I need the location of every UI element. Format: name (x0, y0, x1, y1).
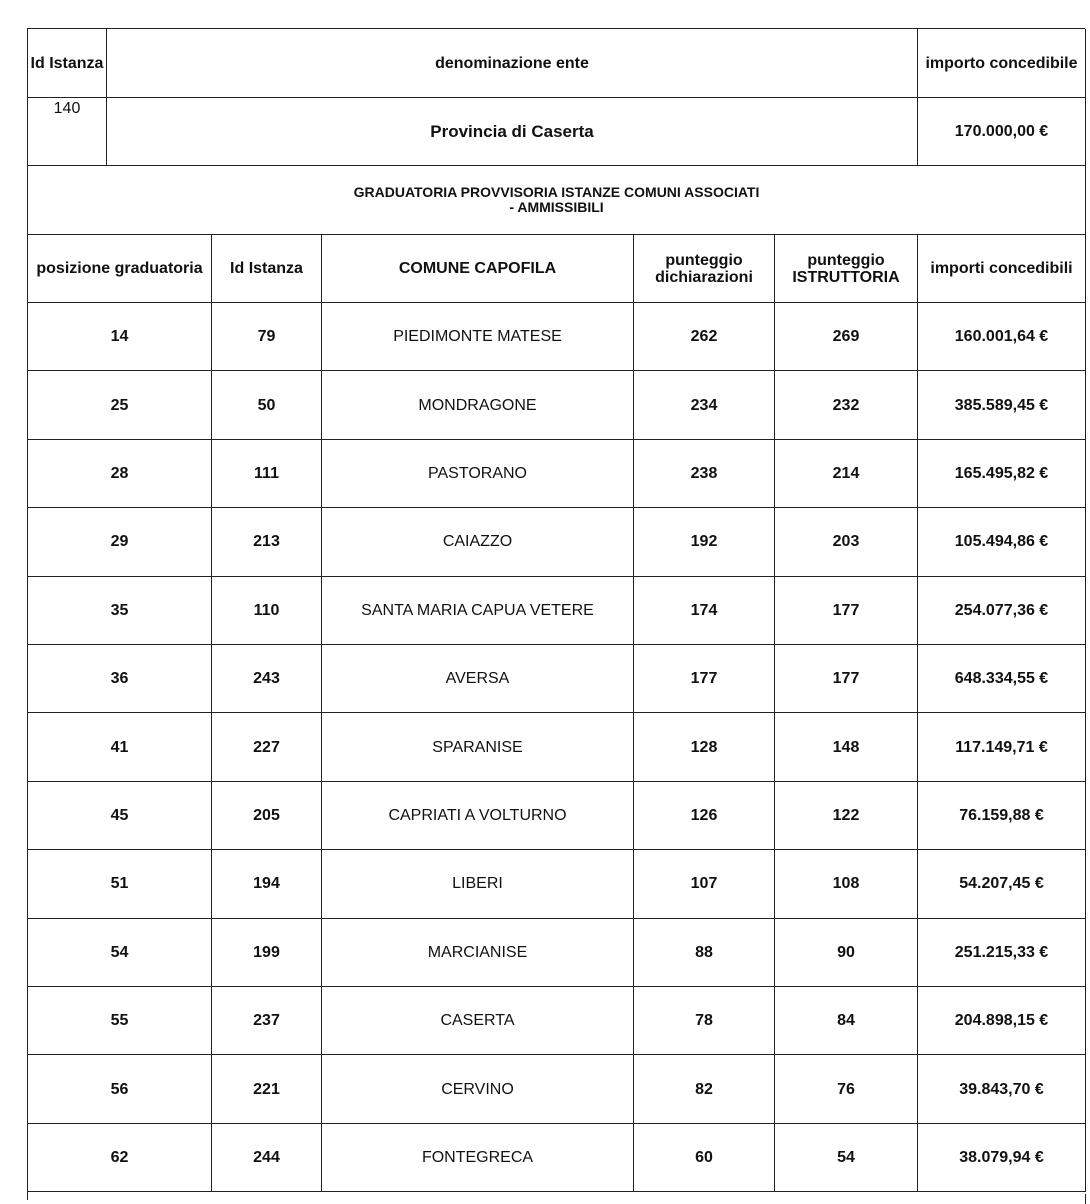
cell-score-istruttoria: 177 (775, 577, 918, 644)
column-header-score-istruttoria-line1: punteggio (807, 251, 885, 269)
cell-score-istruttoria: 177 (775, 645, 918, 712)
cell-comune: FONTEGRECA (322, 1124, 634, 1191)
cell-score-declarations: 234 (634, 371, 775, 438)
ente-id: 140 (28, 98, 107, 165)
cell-comune: PASTORANO (322, 440, 634, 507)
cell-score-istruttoria: 232 (775, 371, 918, 438)
cell-id-istanza: 110 (212, 577, 322, 644)
cell-comune: CASERTA (322, 987, 634, 1054)
column-header-comune: COMUNE CAPOFILA (322, 235, 634, 302)
cell-score-declarations: 88 (634, 919, 775, 986)
cell-score-istruttoria: 90 (775, 919, 918, 986)
cell-score-declarations: 60 (634, 1124, 775, 1191)
ente-row (28, 98, 1086, 166)
cell-score-declarations: 262 (634, 303, 775, 370)
cell-score-declarations: 82 (634, 1055, 775, 1122)
header-denominazione-ente: denominazione ente (107, 29, 918, 97)
ente-amount: 170.000,00 € (918, 98, 1086, 165)
cell-id-istanza: 213 (212, 508, 322, 575)
cell-id-istanza: 244 (212, 1124, 322, 1191)
cell-comune: AVERSA (322, 645, 634, 712)
column-header-score-declarations-line1: punteggio (665, 251, 743, 269)
cell-id-istanza: 50 (212, 371, 322, 438)
cell-comune: SANTA MARIA CAPUA VETERE (322, 577, 634, 644)
cell-score-istruttoria: 269 (775, 303, 918, 370)
column-header-amounts: importi concedibili (918, 235, 1086, 302)
cell-id-istanza: 221 (212, 1055, 322, 1122)
cell-position: 25 (28, 371, 212, 438)
cell-id-istanza: 79 (212, 303, 322, 370)
cell-id-istanza: 237 (212, 987, 322, 1054)
cell-score-declarations: 107 (634, 850, 775, 917)
cell-score-istruttoria: 148 (775, 713, 918, 780)
table-row (28, 440, 1086, 508)
table-row (28, 1055, 1086, 1123)
table-row (28, 303, 1086, 371)
cell-id-istanza: 194 (212, 850, 322, 917)
cell-id-istanza: 227 (212, 713, 322, 780)
section-title (28, 166, 1086, 234)
cell-comune: CAPRIATI A VOLTURNO (322, 782, 634, 849)
table-row (28, 850, 1086, 918)
cell-position: 36 (28, 645, 212, 712)
cell-score-istruttoria: 84 (775, 987, 918, 1054)
cell-score-istruttoria: 122 (775, 782, 918, 849)
section-title-row (28, 166, 1086, 235)
cell-position: 41 (28, 713, 212, 780)
ente-name: Provincia di Caserta (107, 98, 918, 165)
cell-position: 29 (28, 508, 212, 575)
cell-amount: 105.494,86 € (918, 508, 1086, 575)
cell-position: 55 (28, 987, 212, 1054)
cell-position: 54 (28, 919, 212, 986)
ente-header-row (28, 29, 1086, 98)
cell-amount: 204.898,15 € (918, 987, 1086, 1054)
cell-score-declarations: 238 (634, 440, 775, 507)
cell-score-declarations: 192 (634, 508, 775, 575)
header-importo-concedibile: importo concedibile (918, 29, 1086, 97)
cell-id-istanza: 243 (212, 645, 322, 712)
graduatoria-table (27, 28, 1085, 1200)
table-row (28, 1124, 1086, 1192)
cell-comune: MARCIANISE (322, 919, 634, 986)
column-header-id: Id Istanza (212, 235, 322, 302)
table-row (28, 577, 1086, 645)
table-row (28, 371, 1086, 439)
cell-score-declarations: 174 (634, 577, 775, 644)
table-continuation (28, 1194, 1086, 1204)
cell-position: 51 (28, 850, 212, 917)
cell-position: 62 (28, 1124, 212, 1191)
cell-amount: 117.149,71 € (918, 713, 1086, 780)
section-title-line1: GRADUATORIA PROVVISORIA ISTANZE COMUNI ASSOCIATI (353, 184, 760, 200)
cell-position: 35 (28, 577, 212, 644)
cell-position: 45 (28, 782, 212, 849)
cell-comune: MONDRAGONE (322, 371, 634, 438)
cell-id-istanza: 205 (212, 782, 322, 849)
header-id-istanza: Id Istanza (28, 29, 107, 97)
cell-comune: SPARANISE (322, 713, 634, 780)
cell-amount: 38.079,94 € (918, 1124, 1086, 1191)
cell-score-declarations: 177 (634, 645, 775, 712)
cell-score-declarations: 126 (634, 782, 775, 849)
cell-position: 14 (28, 303, 212, 370)
table-row (28, 713, 1086, 781)
table-row (28, 645, 1086, 713)
cell-score-declarations: 128 (634, 713, 775, 780)
cell-amount: 76.159,88 € (918, 782, 1086, 849)
section-title-line2: - AMMISSIBILI (509, 199, 604, 215)
column-header-score-istruttoria (775, 235, 918, 302)
cell-comune: PIEDIMONTE MATESE (322, 303, 634, 370)
cell-amount: 385.589,45 € (918, 371, 1086, 438)
cell-comune: LIBERI (322, 850, 634, 917)
table-row (28, 987, 1086, 1055)
cell-score-istruttoria: 203 (775, 508, 918, 575)
cell-amount: 160.001,64 € (918, 303, 1086, 370)
column-header-score-declarations-line2: dichiarazioni (655, 268, 753, 286)
table-row (28, 782, 1086, 850)
cell-score-istruttoria: 214 (775, 440, 918, 507)
cell-amount: 251.215,33 € (918, 919, 1086, 986)
cell-amount: 165.495,82 € (918, 440, 1086, 507)
column-header-score-declarations (634, 235, 775, 302)
column-header-row (28, 235, 1086, 303)
column-header-position: posizione graduatoria (28, 235, 212, 302)
cell-amount: 39.843,70 € (918, 1055, 1086, 1122)
cell-position: 28 (28, 440, 212, 507)
cell-amount: 648.334,55 € (918, 645, 1086, 712)
cell-comune: CERVINO (322, 1055, 634, 1122)
cell-amount: 254.077,36 € (918, 577, 1086, 644)
cell-position: 56 (28, 1055, 212, 1122)
cell-score-istruttoria: 76 (775, 1055, 918, 1122)
cell-id-istanza: 199 (212, 919, 322, 986)
cell-score-declarations: 78 (634, 987, 775, 1054)
table-row (28, 508, 1086, 576)
cell-score-istruttoria: 108 (775, 850, 918, 917)
cell-amount: 54.207,45 € (918, 850, 1086, 917)
table-row (28, 919, 1086, 987)
cell-id-istanza: 111 (212, 440, 322, 507)
cell-comune: CAIAZZO (322, 508, 634, 575)
cell-score-istruttoria: 54 (775, 1124, 918, 1191)
column-header-score-istruttoria-line2: ISTRUTTORIA (792, 268, 900, 286)
